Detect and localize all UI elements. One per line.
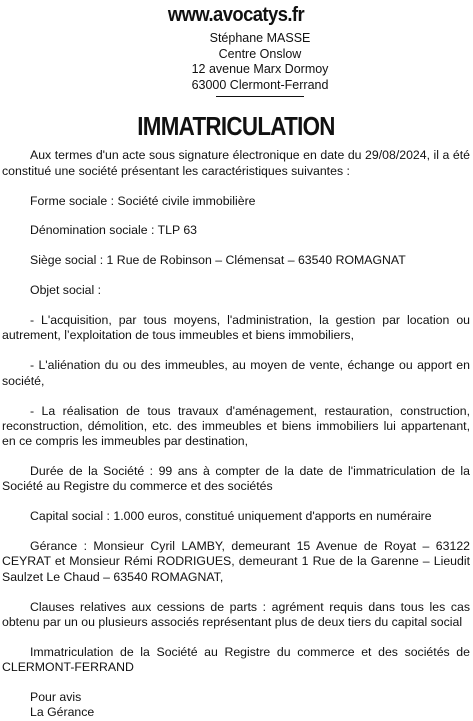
purpose-item-alienation: - L'aliénation du ou des immeubles, au moyen de vente, échange ou apport en société, bbox=[2, 358, 470, 388]
contact-city: 63000 Clermont-Ferrand bbox=[191, 77, 329, 92]
contact-name: Stéphane MASSE bbox=[209, 31, 311, 45]
notice-title: IMMATRICULATION bbox=[137, 111, 335, 142]
signature-line-2: La Gérance bbox=[30, 705, 95, 720]
purpose-heading: Objet social : bbox=[30, 283, 102, 298]
intro-paragraph: Aux termes d'un acte sous signature électronique en date du 29/08/2024, il a été constitué une société présentant les caractéristiques suivantes : bbox=[2, 148, 470, 178]
contact-company: Centre Onslow bbox=[218, 46, 302, 61]
legal-form: Forme sociale : Société civile immobilière bbox=[30, 193, 256, 208]
share-transfer-clauses: Clauses relatives aux cessions de parts : agrément requis dans tous les cas obtenu par un ou plusieurs associés représentant plus de deux tiers du capital social bbox=[2, 599, 470, 629]
duration: Durée de la Société : 99 ans à compter de la date de l'immatriculation de la Société au Registre du commerce et des sociétés bbox=[2, 463, 470, 494]
purpose-item-acquisition: - L'acquisition, par tous moyens, l'administration, la gestion par location ou autrement, l’exploitation de tous immeubles et biens immobiliers, bbox=[2, 313, 470, 343]
contact-street: 12 avenue Marx Dormoy bbox=[191, 62, 329, 77]
contact-block bbox=[2, 31, 470, 93]
signature-line-1: Pour avis bbox=[30, 689, 82, 704]
purpose-item-works: - La réalisation de tous travaux d'aménagement, restauration, construction, reconstruction, démolition, etc. des immeubles et biens immobiliers lui appartenant, en ce compris les immeubles par destination, bbox=[2, 403, 470, 449]
header-divider bbox=[216, 96, 304, 97]
share-capital: Capital social : 1.000 euros, constitué uniquement d'apports en numéraire bbox=[30, 509, 432, 524]
registered-office: Siège social : 1 Rue de Robinson – Clémensat – 63540 ROMAGNAT bbox=[30, 253, 406, 268]
registration: Immatriculation de la Société au Registre du commerce et des sociétés de CLERMONT-FERRAND bbox=[2, 644, 470, 675]
management: Gérance : Monsieur Cyril LAMBY, demeurant 15 Avenue de Royat – 63122 CEYRAT et Monsieur Rémi RODRIGUES, demeurant 1 Rue de la Garenne – Lieudit Saulzet Le Chaud – 63540 ROMAGNAT, bbox=[2, 539, 470, 584]
notice-body bbox=[2, 148, 470, 720]
site-url: www.avocatys.fr bbox=[167, 4, 305, 26]
company-name: Dénomination sociale : TLP 63 bbox=[30, 223, 198, 238]
